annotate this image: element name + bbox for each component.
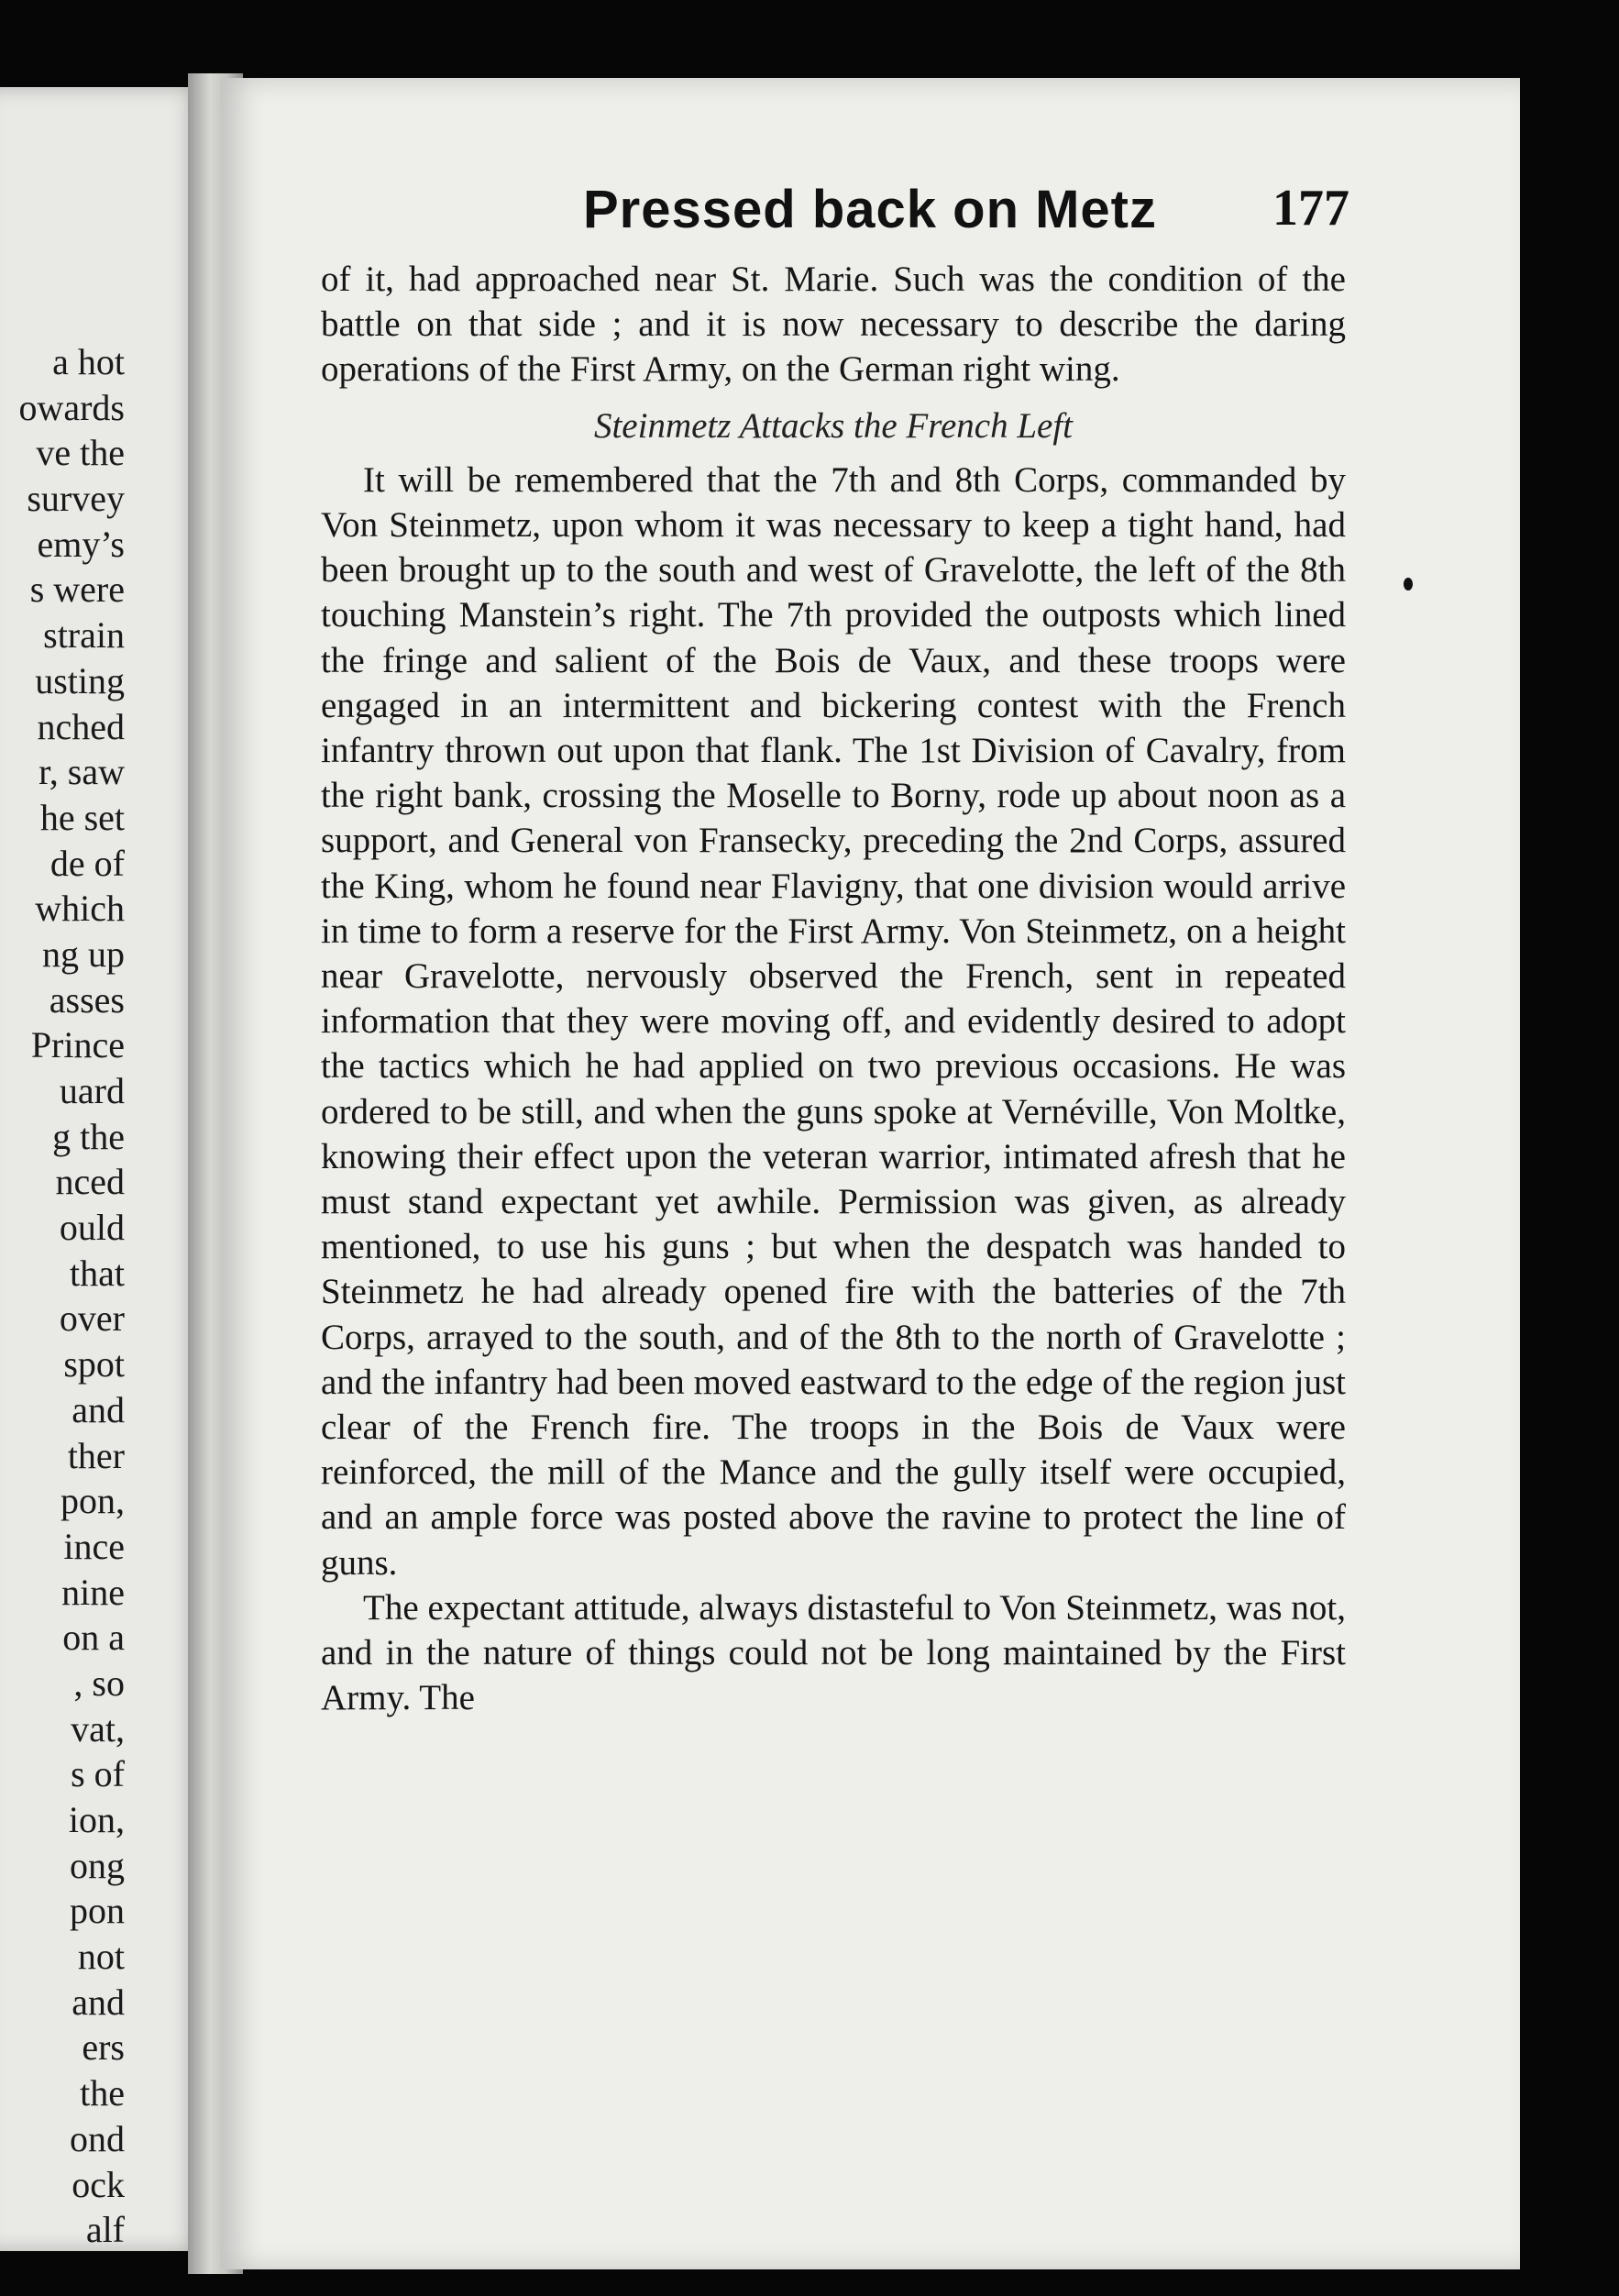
left-page-line-fragment: ould [59, 1207, 125, 1249]
paragraph: The expectant attitude, always distasteful to Von Steinmetz, was not, and in the nature of things could not be long maintained by the First Army. The [321, 1587, 1346, 1718]
left-page-line-fragment: strain [43, 614, 125, 657]
left-page-line-fragment: ong [70, 1844, 125, 1886]
left-page-line-fragment: ince [63, 1525, 125, 1567]
left-page-line-fragment: on a [62, 1617, 125, 1659]
left-page-line-fragment: which [35, 888, 125, 930]
left-page-line-fragment: uard [59, 1070, 125, 1111]
ink-speck [1404, 578, 1413, 591]
left-page-line-fragment: nine [61, 1571, 125, 1613]
left-page-line-fragment: nced [55, 1161, 125, 1203]
left-page-line-fragment: owards [18, 386, 125, 428]
left-page-line-fragment: r, saw [39, 751, 125, 793]
left-page-line-fragment: ther [67, 1434, 125, 1476]
section-heading: Steinmetz Attacks the French Left [593, 405, 1074, 446]
right-page [220, 78, 1520, 2269]
paragraph-continuation: of it, had approached near St. Marie. Such was the condition of the battle on that side ; and it is now necessary to describe the daring operations of the First Army, on the German right wing. [321, 259, 1346, 390]
left-page-line-fragment: that [70, 1252, 125, 1294]
left-page-line-fragment: s of [71, 1753, 125, 1795]
left-page-line-fragment: he set [39, 796, 125, 838]
left-page-text-fragments [0, 339, 125, 2253]
left-page-line-fragment: , so [73, 1661, 125, 1704]
left-page-line-fragment: pon [70, 1890, 125, 1932]
page-number: 177 [1272, 180, 1349, 237]
left-page-line-fragment: ond [70, 2117, 125, 2159]
left-page-line-fragment: nched [37, 705, 125, 747]
running-title: Pressed back on Metz [583, 180, 1157, 239]
left-page [0, 87, 206, 2251]
left-page-line-fragment: vat, [71, 1707, 125, 1750]
body-text [321, 257, 1346, 1721]
left-page-line-fragment: usting [35, 659, 125, 701]
left-page-line-fragment: pon, [61, 1480, 125, 1522]
left-page-line-fragment: alf [85, 2209, 125, 2251]
left-page-line-fragment: Prince [30, 1024, 125, 1066]
left-page-line-fragment: survey [27, 478, 125, 520]
left-page-line-fragment: asses [49, 978, 125, 1021]
left-page-line-fragment: g the [52, 1115, 125, 1157]
left-page-line-fragment: s were [29, 568, 125, 611]
left-page-line-fragment: ers [82, 2026, 125, 2069]
left-page-line-fragment: ve the [36, 432, 125, 474]
left-page-line-fragment: and [72, 1388, 125, 1430]
left-page-line-fragment: over [59, 1297, 125, 1340]
left-page-line-fragment: and [72, 1981, 125, 2023]
left-page-line-fragment: ng up [42, 933, 125, 975]
left-page-line-fragment: ion, [68, 1799, 125, 1840]
left-page-line-fragment: the [80, 2072, 125, 2114]
left-page-line-fragment: emy’s [37, 523, 125, 565]
left-page-line-fragment: de of [50, 842, 125, 884]
left-page-line-fragment: ock [72, 2163, 125, 2205]
left-page-line-fragment: spot [63, 1343, 125, 1385]
left-page-line-fragment: a hot [52, 341, 125, 382]
paragraph: It will be remembered that the 7th and 8th Corps, commanded by Von Steinmetz, upon whom it was necessary to keep a tight hand, had been brought up to the south and west of Gravelotte, the left of the 8th touching Manstein’s right. The 7th provided the outposts which lined the fringe and salient of the Bois de Vaux, and these troops were engaged in an intermittent and bickering contest with the French infantry thrown out upon that flank. The 1st Division of Cavalry, from the right bank, crossing the Moselle to Borny, rode up about noon as a support, and General von Fransecky, preceding the 2nd Corps, assured the King, whom he found near Flavigny, that one division would arrive in time to form a reserve for the First Army. Von Steinmetz, on a height near Gravelotte, nervously observed the French, sent in repeated information that they were moving off, and evidently desired to adopt the tactics which he had applied on two previous occasions. He was ordered to be still, and when the guns spoke at Vernéville, Von Moltke, knowing their effect upon the veteran warrior, intimated afresh that he must stand expectant yet awhile. Permission was given, as already mentioned, to use his guns ; but when the despatch was handed to Steinmetz he had already opened fire with the batteries of the 7th Corps, arrayed to the south, and of the 8th to the north of Gravelotte ; and the infantry had been moved eastward to the edge of the region just clear of the French fire. The troops in the Bois de Vaux were reinforced, the mill of the Mance and the gully itself were occupied, and an ample force was posted above the ravine to protect the line of guns. [321, 459, 1346, 1583]
left-page-line-fragment: not [77, 1936, 125, 1978]
page-header [220, 179, 1520, 252]
